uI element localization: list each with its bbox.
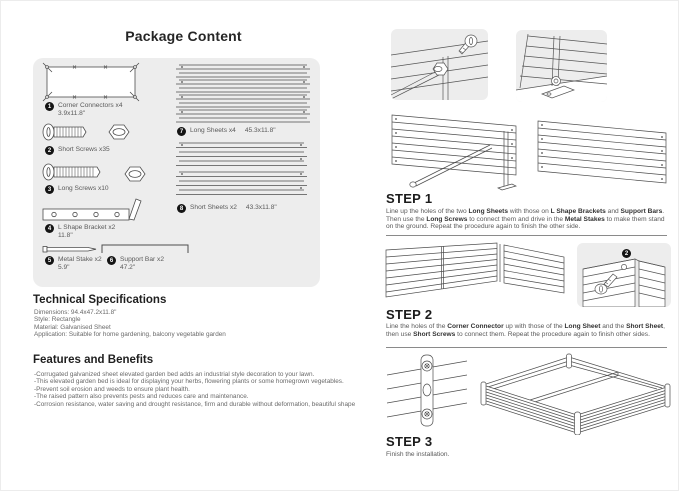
features-lines	[34, 371, 355, 408]
divider	[386, 347, 667, 348]
feature-line: -Prevent soil erosion and weeds to ensure plant health.	[34, 385, 190, 393]
part-item-long-sheets	[177, 127, 276, 136]
part-item-long-screws	[45, 185, 109, 194]
short-screw-icon	[41, 122, 103, 142]
part-item-l-shape-bracket	[45, 224, 115, 240]
step3-heading: STEP 3	[386, 434, 433, 449]
part-number-badge: 2	[45, 146, 54, 155]
frame-diagram-icon	[41, 61, 141, 103]
part-item-support-bar	[107, 256, 164, 272]
step1-text: Line up the holes of the two Long Sheets with those on L Shape Brackets and Support Bars. Then use the Long Screws to connect them and drive in the Metal Stakes to make them stand on the ground. Repeat the procedure again to finish the other side.	[386, 208, 665, 231]
part-number-badge: 5	[45, 256, 54, 265]
hex-nut-icon	[121, 164, 149, 184]
part-number-badge: 6	[107, 256, 116, 265]
step3-connector-detail-illustration	[387, 353, 467, 428]
part-label: Short Sheets x2	[190, 204, 237, 211]
finished-garden-bed-illustration	[479, 351, 673, 435]
part-size: 47.2"	[120, 264, 136, 271]
step3-text: Finish the installation.	[386, 451, 450, 458]
part-size: 5.9"	[58, 264, 70, 271]
spec-line: Material: Galvanised Sheet	[34, 323, 111, 331]
feature-line: -Corrugated galvanized sheet elevated garden bed adds an industrial style decoration to your lawn.	[34, 371, 315, 378]
feature-line: -The raised pattern also prevents pests and reduces care and maintenance.	[34, 393, 249, 401]
feature-line: -Corrosion resistance, water saving and drought resistance, firm and durable without deformation, beautiful shape	[34, 400, 356, 408]
part-label: Short Screws x35	[58, 146, 110, 153]
stake-bracket-illustration	[516, 30, 607, 102]
part-number-badge: 4	[45, 224, 54, 233]
step-number-badge: 2	[622, 249, 631, 258]
tech-specs-heading: Technical Specifications	[33, 294, 167, 306]
spec-line: Dimensions: 94.4x47.2x11.8"	[34, 309, 117, 316]
step1-detail-screw-panel	[391, 29, 488, 100]
step1-detail-stake-panel	[516, 30, 607, 102]
long-screw-icon	[41, 162, 117, 182]
part-label: Support Bar x2	[120, 256, 164, 263]
part-number-badge: 3	[45, 185, 54, 194]
step1-heading: STEP 1	[386, 191, 433, 206]
tech-specs-lines	[34, 309, 226, 339]
part-size: 3.9x11.8"	[58, 110, 86, 117]
metal-stake-icon	[41, 244, 99, 254]
step2-assembly-illustration	[384, 241, 569, 303]
support-bar-icon	[99, 241, 191, 255]
features-heading: Features and Benefits	[33, 354, 154, 366]
screw-joint-illustration	[391, 29, 488, 100]
part-label: L Shape Bracket x2	[58, 224, 116, 231]
package-content-panel	[33, 58, 320, 287]
part-item-short-sheets	[177, 204, 277, 213]
step1-assembly-illustration	[386, 113, 671, 191]
part-number-badge: 1	[45, 102, 54, 111]
step2-detail-corner-panel	[577, 243, 671, 307]
part-label: Long Screws x10	[58, 185, 109, 192]
long-sheets-icon	[175, 63, 311, 125]
feature-line: -This elevated garden bed is ideal for displaying your herbs, flowering plants or some homegrown vegetables.	[34, 378, 344, 386]
spec-line: Application: Suitable for home gardening, balcony vegetable garden	[34, 331, 226, 339]
step2-heading: STEP 2	[386, 307, 433, 322]
short-sheets-icon	[175, 141, 308, 199]
part-size: 43.3x11.8"	[245, 204, 277, 211]
step2-text: Line the holes of the Corner Connector up with those of the Long Sheet and the Short Sheet, then use Short Screws to connect them. Repeat the procedure again to finish other sides.	[386, 323, 665, 338]
part-size: 45.3x11.8"	[244, 127, 276, 134]
part-number-badge: 7	[177, 127, 186, 136]
part-size: 11.8"	[58, 232, 73, 239]
page-title: Package Content	[125, 28, 242, 44]
part-item-short-screws	[45, 146, 110, 155]
spec-line: Style: Rectangle	[34, 316, 81, 324]
divider	[386, 235, 667, 236]
part-item-corner-connectors	[45, 102, 123, 118]
part-label: Long Sheets x4	[190, 127, 236, 134]
part-number-badge: 8	[177, 204, 186, 213]
part-item-metal-stake	[45, 256, 102, 272]
part-label: Metal Stake x2	[58, 256, 102, 263]
l-shape-bracket-icon	[41, 197, 145, 223]
part-label: Corner Connectors x4	[58, 102, 123, 109]
hex-nut-icon	[105, 122, 133, 142]
